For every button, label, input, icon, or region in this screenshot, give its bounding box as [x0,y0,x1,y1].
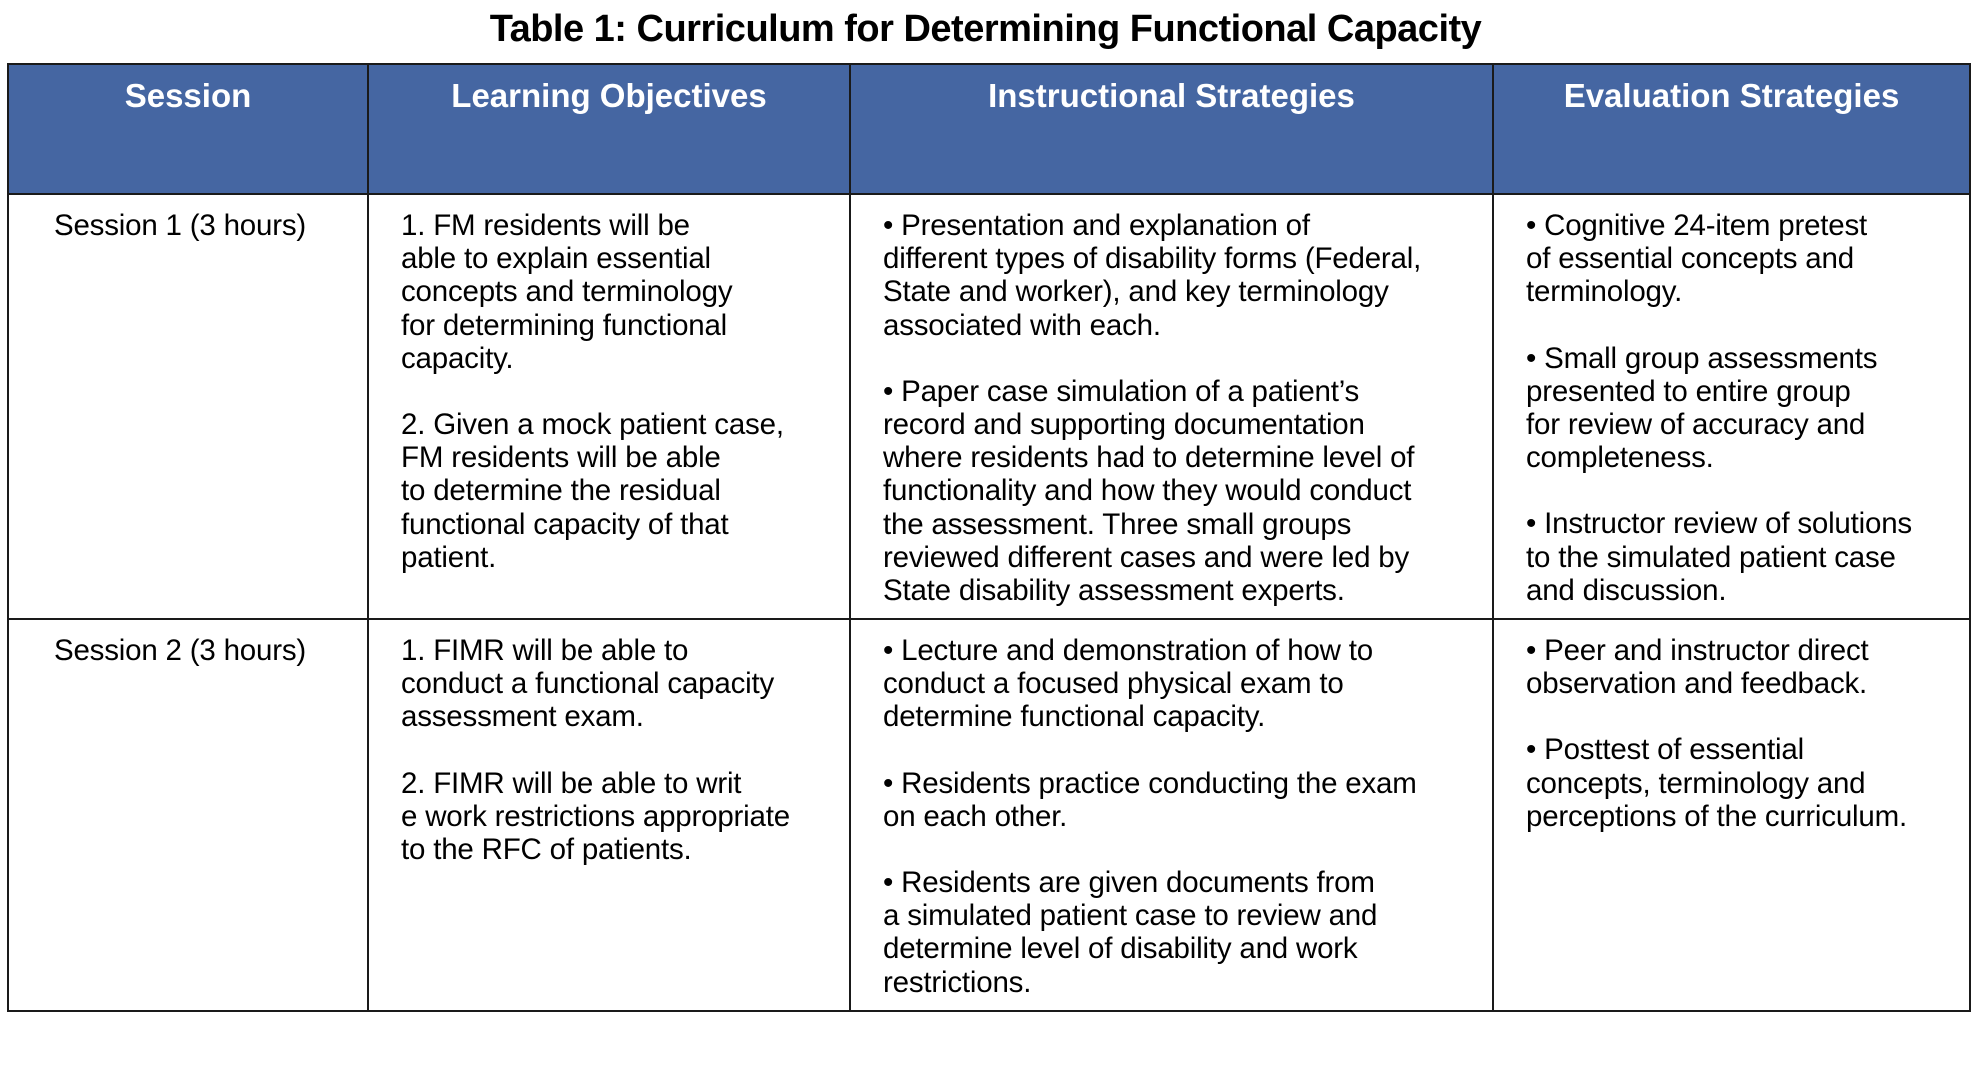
instructional-item: • Residents practice conducting the exam on each other. [883,766,1417,833]
objective-item: 1. FIMR will be able to conduct a functional capacity assessment exam. [401,634,775,734]
evaluation-item: • Instructor review of solutions to the simulated patient case and discussion. [1526,507,1912,607]
evaluation-cell [1493,619,1970,1011]
evaluation-item: • Small group assessments presented to entire group for review of accuracy and completeness. [1526,341,1878,475]
objective-item: 1. FM residents will be able to explain essential concepts and terminology for determining functional capacity. [401,209,733,375]
table-row [8,619,1970,1011]
instructional-item: • Residents are given documents from a simulated patient case to review and determine level of disability and work restrictions. [883,866,1378,999]
column-header-evaluation-strategies: Evaluation Strategies [1493,64,1970,194]
column-header-instructional-strategies: Instructional Strategies [850,64,1493,194]
curriculum-table [7,63,1971,1012]
evaluation-item: • Peer and instructor direct observation and feedback. [1526,634,1869,701]
instructional-item: • Lecture and demonstration of how to conduct a focused physical exam to determine functional capacity. [883,634,1373,734]
session-cell: Session 1 (3 hours) [8,194,368,619]
objective-item: 2. Given a mock patient case, FM residents will be able to determine the residual functional capacity of that patient. [401,408,784,574]
instructional-cell [850,194,1493,619]
evaluation-item: • Posttest of essential concepts, terminology and perceptions of the curriculum. [1526,733,1907,833]
objective-item: 2. FIMR will be able to writ e work restrictions appropriate to the RFC of patients. [401,766,790,867]
objectives-cell [368,619,850,1011]
objectives-cell [368,194,850,619]
header-row [8,64,1970,194]
column-header-session: Session [8,64,368,194]
table-title: Table 1: Curriculum for Determining Functional Capacity [489,8,1482,50]
instructional-item: • Presentation and explanation of different types of disability forms (Federal, State and worker), and key terminology associated with each. [883,209,1422,342]
session-cell: Session 2 (3 hours) [8,619,368,1011]
table-row [8,194,1970,619]
instructional-cell [850,619,1493,1011]
instructional-item: • Paper case simulation of a patient’s record and supporting documentation where residents had to determine level of functionality and how they would conduct the assessment. Three small groups reviewed different cases and were led by State disability assessment experts. [883,374,1415,608]
evaluation-cell [1493,194,1970,619]
column-header-learning-objectives: Learning Objectives [368,64,850,194]
evaluation-item: • Cognitive 24-item pretest of essential concepts and terminology. [1526,209,1868,309]
